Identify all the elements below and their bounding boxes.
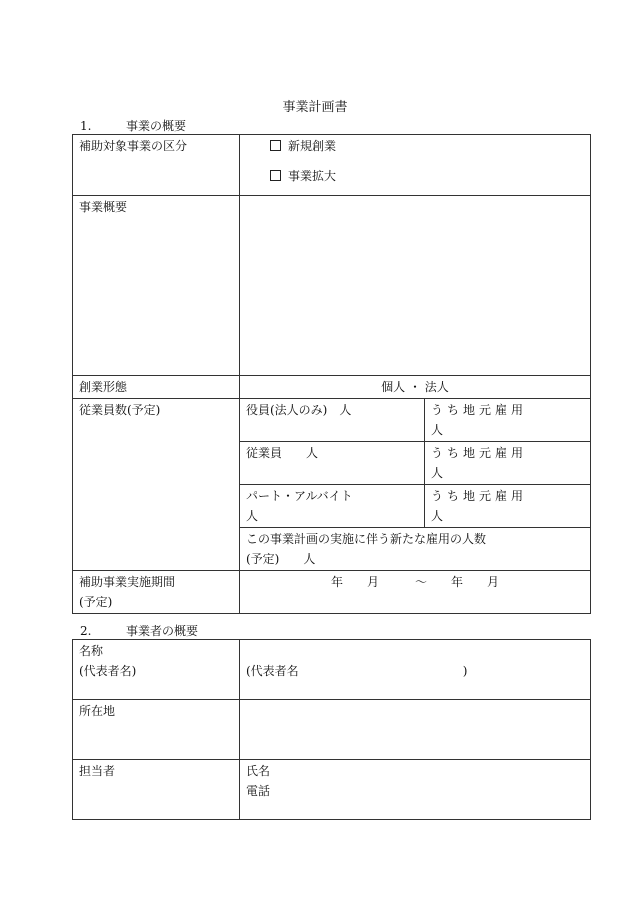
checkbox-icon[interactable] [270,170,281,181]
category-label: 補助対象事業の区分 [73,135,240,196]
new-hires-field[interactable] [240,528,591,571]
overview-field[interactable] [240,196,591,376]
local-hire-label: うち地元雇用 [431,403,528,417]
address-label: 所在地 [73,700,240,760]
local-hire-unit: 人 [431,423,444,437]
period-value[interactable]: 年 月 ～ 年 月 [240,571,591,614]
address-row [73,700,591,760]
overview-label: 事業概要 [73,196,240,376]
name-label-sub: (代表者名) [79,664,137,678]
period-label-main: 補助事業実施期間 [79,575,176,589]
contact-name-label: 氏名 [246,764,271,778]
new-hires-value: (予定) 人 [246,552,316,566]
section-2-heading [80,622,198,639]
contact-label: 担当者 [73,760,240,820]
employees-row-officers [73,399,591,442]
period-label-sub: (予定) [79,595,113,609]
staff-count[interactable]: 従業員 人 [240,442,425,485]
category-options [240,135,591,196]
overview-row [73,196,591,376]
form-value[interactable]: 個人 ・ 法人 [240,376,591,399]
period-label [73,571,240,614]
local-hire-label: うち地元雇用 [431,489,528,503]
new-hires-label: この事業計画の実施に伴う新たな雇用の人数 [246,532,487,546]
section-2-number: 2. [80,624,92,638]
name-label [73,640,240,700]
parttime-local[interactable] [425,485,591,528]
page-title: 事業計画書 [282,100,348,115]
form-label: 創業形態 [73,376,240,399]
parttime-unit: 人 [246,509,259,523]
address-field[interactable] [240,700,591,760]
contact-field[interactable] [240,760,591,820]
checkbox-icon[interactable] [270,140,281,151]
officers-local[interactable] [425,399,591,442]
parttime-label: パート・アルバイト [246,489,353,503]
representative-close: ) [462,664,468,678]
contact-phone-label: 電話 [246,784,271,798]
name-field[interactable] [240,640,591,700]
local-hire-unit: 人 [431,466,444,480]
name-row [73,640,591,700]
officers-count[interactable]: 役員(法人のみ) 人 [240,399,425,442]
staff-local[interactable] [425,442,591,485]
representative-open: (代表者名 [246,664,299,678]
option-expansion-label: 事業拡大 [288,169,337,183]
parttime-count[interactable] [240,485,425,528]
section-2-title: 事業者の概要 [126,624,199,638]
section-1-heading [80,117,186,134]
local-hire-unit: 人 [431,509,444,523]
operator-overview-table [72,639,591,820]
section-1-number: 1. [80,119,92,133]
contact-row [73,760,591,820]
option-new-business-label: 新規創業 [288,139,337,153]
period-row [73,571,591,614]
option-new-business[interactable] [270,136,584,156]
employees-label: 従業員数(予定) [73,399,240,571]
section-1-title: 事業の概要 [126,119,187,133]
category-row [73,135,591,196]
business-overview-table [72,134,591,614]
form-row [73,376,591,399]
local-hire-label: うち地元雇用 [431,446,528,460]
name-label-main: 名称 [79,644,104,658]
option-expansion[interactable] [270,166,584,186]
